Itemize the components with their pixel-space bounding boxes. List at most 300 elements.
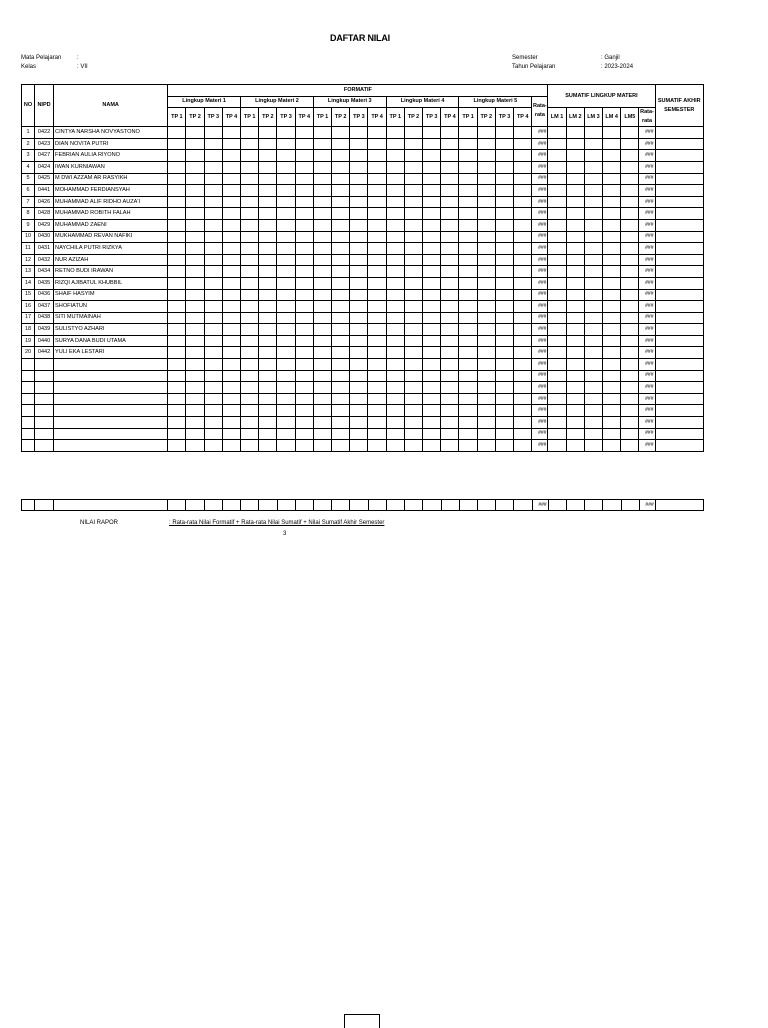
meta-left [21, 54, 88, 72]
cell-no [22, 393, 35, 405]
cell-tp-score [514, 335, 532, 347]
cell-nama: NUR AZIZAH [54, 254, 168, 266]
cell-tp-score [295, 254, 313, 266]
cell-tp-score [404, 196, 422, 208]
cell-tp-score [204, 440, 222, 452]
cell-tp-score [313, 138, 331, 150]
cell-tp-score [386, 138, 404, 150]
cell-nama: IWAN KURNIAWAN [54, 161, 168, 173]
cell-lm-score [566, 231, 584, 243]
cell-tp-score [495, 335, 513, 347]
cell-lm-score [566, 161, 584, 173]
cell-tp-score [313, 428, 331, 440]
cell-lm-score [548, 185, 566, 197]
cell-tp-score [441, 370, 459, 382]
cell-tp-score [241, 231, 259, 243]
cell-lm-score [621, 231, 639, 243]
cell-formatif-average: ### [532, 405, 548, 417]
cell-tp-score [350, 277, 368, 289]
cell-tp-score [477, 127, 495, 139]
cell-nipd: 0440 [35, 335, 54, 347]
cell-lm-score [566, 138, 584, 150]
cell-tp-score [404, 173, 422, 185]
cell-tp-score [168, 417, 186, 429]
cell-tp-score [295, 324, 313, 336]
cell-tp-score [277, 324, 295, 336]
cell-tp-score [313, 324, 331, 336]
cell-tp-score [423, 405, 441, 417]
cell-tp-score [350, 324, 368, 336]
cell-nipd: 0429 [35, 219, 54, 231]
cell-lm-score [584, 243, 602, 255]
cell-tp-score [295, 301, 313, 313]
cell-sumatif-akhir [655, 335, 704, 347]
cell-tp-score [386, 127, 404, 139]
cell-lm-score [603, 428, 621, 440]
cell-sumatif-akhir [655, 231, 704, 243]
cell-tp-score [368, 405, 386, 417]
cell-tp-score [204, 359, 222, 371]
cell-tp-score [277, 196, 295, 208]
summary-cell [168, 500, 186, 511]
cell-tp-score [350, 370, 368, 382]
cell-tp-score [295, 382, 313, 394]
cell-tp-score [186, 138, 204, 150]
cell-lm-score [621, 405, 639, 417]
header-row-1 [22, 85, 704, 97]
cell-tp-score [204, 301, 222, 313]
cell-tp-score [495, 417, 513, 429]
cell-lm-score [584, 359, 602, 371]
cell-tp-score [277, 312, 295, 324]
cell-formatif-average: ### [532, 173, 548, 185]
cell-lm-score [566, 150, 584, 162]
cell-tp-score [459, 405, 477, 417]
cell-tp-score [295, 405, 313, 417]
cell-tp-score [423, 208, 441, 220]
cell-tp-score [386, 301, 404, 313]
cell-tp-score [477, 301, 495, 313]
cell-tp-score [477, 428, 495, 440]
cell-tp-score [222, 161, 240, 173]
cell-tp-score [386, 208, 404, 220]
cell-tp-score [186, 243, 204, 255]
cell-tp-score [459, 301, 477, 313]
cell-tp-score [241, 127, 259, 139]
cell-tp-score [277, 347, 295, 359]
cell-tp-score [423, 127, 441, 139]
cell-tp-score [514, 277, 532, 289]
cell-tp-score [313, 127, 331, 139]
cell-tp-score [459, 173, 477, 185]
cell-tp-score [241, 185, 259, 197]
cell-tp-score [204, 335, 222, 347]
cell-tp-score [186, 417, 204, 429]
cell-lm-score [566, 324, 584, 336]
cell-tp-score [477, 173, 495, 185]
cell-tp-score [241, 312, 259, 324]
cell-tp-score [222, 138, 240, 150]
cell-tp-score [404, 254, 422, 266]
cell-tp-score [241, 417, 259, 429]
cell-tp-score [186, 428, 204, 440]
cell-tp-score [495, 231, 513, 243]
cell-tp-score [168, 370, 186, 382]
cell-no [22, 359, 35, 371]
cell-tp-score [423, 359, 441, 371]
cell-tp-score [350, 185, 368, 197]
tp-header: TP 1 [459, 108, 477, 127]
lingkup-materi-header: Lingkup Materi 2 [241, 96, 314, 108]
cell-tp-score [386, 196, 404, 208]
cell-tp-score [459, 324, 477, 336]
cell-nama: MUHAMMAD ROBITH FALAH [54, 208, 168, 220]
cell-sumatif-akhir [655, 289, 704, 301]
table-row [22, 254, 704, 266]
cell-tp-score [168, 393, 186, 405]
cell-tp-score [204, 266, 222, 278]
cell-tp-score [259, 324, 277, 336]
cell-tp-score [277, 254, 295, 266]
cell-tp-score [204, 254, 222, 266]
cell-sumatif-average: ### [639, 428, 655, 440]
lm-header: LM 2 [566, 108, 584, 127]
cell-lm-score [584, 254, 602, 266]
cell-lm-score [621, 289, 639, 301]
cell-nama: FEBRIAN AULIA RIYONO [54, 150, 168, 162]
cell-sumatif-average: ### [639, 138, 655, 150]
lingkup-materi-header: Lingkup Materi 5 [459, 96, 532, 108]
cell-tp-score [168, 208, 186, 220]
cell-tp-score [204, 393, 222, 405]
tp-header: TP 1 [241, 108, 259, 127]
cell-tp-score [222, 347, 240, 359]
cell-lm-score [621, 138, 639, 150]
cell-tp-score [259, 185, 277, 197]
cell-tp-score [168, 347, 186, 359]
cell-no: 8 [22, 208, 35, 220]
cell-lm-score [603, 359, 621, 371]
cell-no: 11 [22, 243, 35, 255]
cell-lm-score [621, 150, 639, 162]
semester-value: : Ganjil [601, 55, 620, 61]
cell-nama: MUHAMMAD ALIF RIDHO AUZA'I [54, 196, 168, 208]
cell-tp-score [368, 335, 386, 347]
cell-tp-score [477, 161, 495, 173]
cell-tp-score [350, 196, 368, 208]
cell-tp-score [313, 289, 331, 301]
summary-cell [405, 500, 423, 511]
cell-nama: SHAIF HASYIM [54, 289, 168, 301]
cell-tp-score [441, 417, 459, 429]
cell-nama: DIAN NOVITA PUTRI [54, 138, 168, 150]
cell-lm-score [603, 254, 621, 266]
cell-tp-score [441, 335, 459, 347]
cell-tp-score [441, 393, 459, 405]
tp-header: TP 4 [514, 108, 532, 127]
tp-header: TP 3 [204, 108, 222, 127]
cell-tp-score [423, 243, 441, 255]
cell-tp-score [495, 347, 513, 359]
cell-tp-score [168, 359, 186, 371]
cell-tp-score [423, 393, 441, 405]
cell-tp-score [186, 196, 204, 208]
cell-lm-score [584, 196, 602, 208]
cell-tp-score [332, 312, 350, 324]
cell-tp-score [386, 335, 404, 347]
cell-no: 20 [22, 347, 35, 359]
cell-sumatif-average: ### [639, 382, 655, 394]
cell-formatif-average: ### [532, 393, 548, 405]
cell-nipd [35, 370, 54, 382]
cell-tp-score [459, 289, 477, 301]
summary-cell [514, 500, 532, 511]
cell-tp-score [423, 417, 441, 429]
lm-header: LM 4 [603, 108, 621, 127]
cell-tp-score [241, 173, 259, 185]
cell-lm-score [548, 301, 566, 313]
cell-nipd: 0428 [35, 208, 54, 220]
cell-tp-score [441, 428, 459, 440]
cell-lm-score [584, 150, 602, 162]
cell-tp-score [241, 393, 259, 405]
cell-tp-score [404, 208, 422, 220]
cell-lm-score [566, 428, 584, 440]
cell-tp-score [404, 393, 422, 405]
cell-formatif-average: ### [532, 254, 548, 266]
cell-tp-score [295, 185, 313, 197]
cell-tp-score [350, 231, 368, 243]
cell-tp-score [332, 428, 350, 440]
cell-nipd: 0439 [35, 324, 54, 336]
cell-tp-score [423, 150, 441, 162]
cell-nama [54, 359, 168, 371]
cell-tp-score [350, 289, 368, 301]
cell-lm-score [584, 417, 602, 429]
cell-tp-score [186, 347, 204, 359]
cell-tp-score [295, 243, 313, 255]
cell-tp-score [259, 417, 277, 429]
cell-tp-score [222, 185, 240, 197]
cell-tp-score [168, 231, 186, 243]
cell-lm-score [621, 393, 639, 405]
cell-tp-score [495, 219, 513, 231]
summary-sumatif-average: ### [639, 500, 655, 511]
cell-tp-score [186, 266, 204, 278]
cell-nama: RIZQI AJIBATUL KHUBBIL [54, 277, 168, 289]
cell-tp-score [404, 150, 422, 162]
cell-tp-score [204, 289, 222, 301]
cell-tp-score [350, 254, 368, 266]
cell-sumatif-akhir [655, 393, 704, 405]
cell-lm-score [548, 219, 566, 231]
cell-tp-score [241, 347, 259, 359]
cell-no [22, 417, 35, 429]
cell-lm-score [584, 370, 602, 382]
cell-tp-score [277, 382, 295, 394]
cell-sumatif-akhir [655, 405, 704, 417]
cell-tp-score [350, 312, 368, 324]
summary-cell [621, 500, 639, 511]
cell-tp-score [368, 254, 386, 266]
cell-tp-score [423, 301, 441, 313]
table-row [22, 185, 704, 197]
cell-tp-score [368, 196, 386, 208]
cell-tp-score [241, 277, 259, 289]
cell-nipd: 0426 [35, 196, 54, 208]
summary-formatif-average: ### [532, 500, 548, 511]
cell-tp-score [495, 312, 513, 324]
cell-nipd [35, 382, 54, 394]
cell-tp-score [459, 231, 477, 243]
cell-tp-score [423, 335, 441, 347]
cell-sumatif-average: ### [639, 277, 655, 289]
cell-formatif-average: ### [532, 359, 548, 371]
cell-formatif-average: ### [532, 324, 548, 336]
cell-formatif-average: ### [532, 289, 548, 301]
cell-tp-score [459, 138, 477, 150]
cell-tp-score [222, 231, 240, 243]
cell-tp-score [277, 243, 295, 255]
summary-cell [54, 500, 168, 511]
cell-tp-score [277, 231, 295, 243]
sumatif-rata-header: Rata-rata [639, 108, 655, 127]
cell-sumatif-average: ### [639, 219, 655, 231]
cell-tp-score [259, 231, 277, 243]
cell-no [22, 382, 35, 394]
table-row [22, 335, 704, 347]
table-row [22, 266, 704, 278]
cell-formatif-average: ### [532, 138, 548, 150]
cell-nama [54, 393, 168, 405]
cell-tp-score [313, 405, 331, 417]
cell-tp-score [295, 277, 313, 289]
cell-nama: MUHAMMAD ZAENI [54, 219, 168, 231]
cell-tp-score [168, 335, 186, 347]
cell-tp-score [222, 289, 240, 301]
cell-lm-score [603, 266, 621, 278]
cell-tp-score [313, 173, 331, 185]
cell-tp-score [277, 173, 295, 185]
cell-lm-score [621, 277, 639, 289]
lingkup-materi-header: Lingkup Materi 1 [168, 96, 241, 108]
cell-tp-score [368, 324, 386, 336]
cell-lm-score [566, 417, 584, 429]
cell-tp-score [168, 243, 186, 255]
cell-tp-score [332, 347, 350, 359]
cell-tp-score [168, 312, 186, 324]
cell-tp-score [386, 254, 404, 266]
cell-no: 9 [22, 219, 35, 231]
cell-nama: SHOFIATUN [54, 301, 168, 313]
cell-tp-score [350, 405, 368, 417]
cell-tp-score [495, 138, 513, 150]
meta-right [512, 54, 633, 72]
cell-tp-score [332, 324, 350, 336]
cell-tp-score [495, 428, 513, 440]
cell-tp-score [332, 382, 350, 394]
cell-tp-score [514, 138, 532, 150]
cell-tp-score [368, 127, 386, 139]
cell-sumatif-akhir [655, 185, 704, 197]
tp-header: TP 4 [368, 108, 386, 127]
cell-lm-score [584, 289, 602, 301]
cell-lm-score [584, 266, 602, 278]
cell-tp-score [277, 440, 295, 452]
cell-tp-score [459, 243, 477, 255]
col-nipd-header: NIPD [35, 85, 54, 127]
cell-tp-score [204, 382, 222, 394]
cell-nipd [35, 440, 54, 452]
cell-tp-score [495, 208, 513, 220]
page-footer-box [344, 1014, 380, 1028]
tp-header: TP 1 [168, 108, 186, 127]
cell-tp-score [259, 150, 277, 162]
cell-lm-score [621, 359, 639, 371]
cell-tp-score [259, 301, 277, 313]
cell-tp-score [477, 370, 495, 382]
cell-tp-score [477, 359, 495, 371]
cell-tp-score [168, 266, 186, 278]
cell-no: 4 [22, 161, 35, 173]
cell-lm-score [566, 312, 584, 324]
cell-tp-score [259, 440, 277, 452]
cell-lm-score [548, 150, 566, 162]
cell-tp-score [459, 370, 477, 382]
table-row [22, 370, 704, 382]
cell-tp-score [277, 208, 295, 220]
cell-tp-score [423, 173, 441, 185]
cell-sumatif-average: ### [639, 324, 655, 336]
table-row [22, 289, 704, 301]
cell-tp-score [168, 324, 186, 336]
cell-tp-score [495, 405, 513, 417]
cell-tp-score [295, 370, 313, 382]
cell-tp-score [259, 208, 277, 220]
cell-tp-score [404, 359, 422, 371]
cell-lm-score [584, 208, 602, 220]
summary-cell [259, 500, 277, 511]
cell-tp-score [477, 347, 495, 359]
cell-formatif-average: ### [532, 312, 548, 324]
cell-lm-score [584, 161, 602, 173]
cell-tp-score [514, 254, 532, 266]
nilai-rapor-divisor: 3 [283, 531, 287, 537]
cell-nipd: 0422 [35, 127, 54, 139]
cell-formatif-average: ### [532, 231, 548, 243]
grade-table [21, 84, 704, 452]
cell-tp-score [313, 312, 331, 324]
cell-nama [54, 440, 168, 452]
cell-tp-score [277, 161, 295, 173]
cell-tp-score [477, 231, 495, 243]
cell-tp-score [514, 347, 532, 359]
cell-lm-score [603, 173, 621, 185]
cell-tp-score [423, 196, 441, 208]
cell-tp-score [386, 393, 404, 405]
cell-tp-score [423, 312, 441, 324]
cell-tp-score [404, 405, 422, 417]
cell-sumatif-akhir [655, 254, 704, 266]
cell-lm-score [548, 359, 566, 371]
cell-tp-score [241, 382, 259, 394]
cell-no [22, 405, 35, 417]
tp-header: TP 3 [277, 108, 295, 127]
cell-nipd: 0427 [35, 150, 54, 162]
summary-cell [566, 500, 584, 511]
cell-tp-score [441, 185, 459, 197]
cell-tp-score [386, 185, 404, 197]
